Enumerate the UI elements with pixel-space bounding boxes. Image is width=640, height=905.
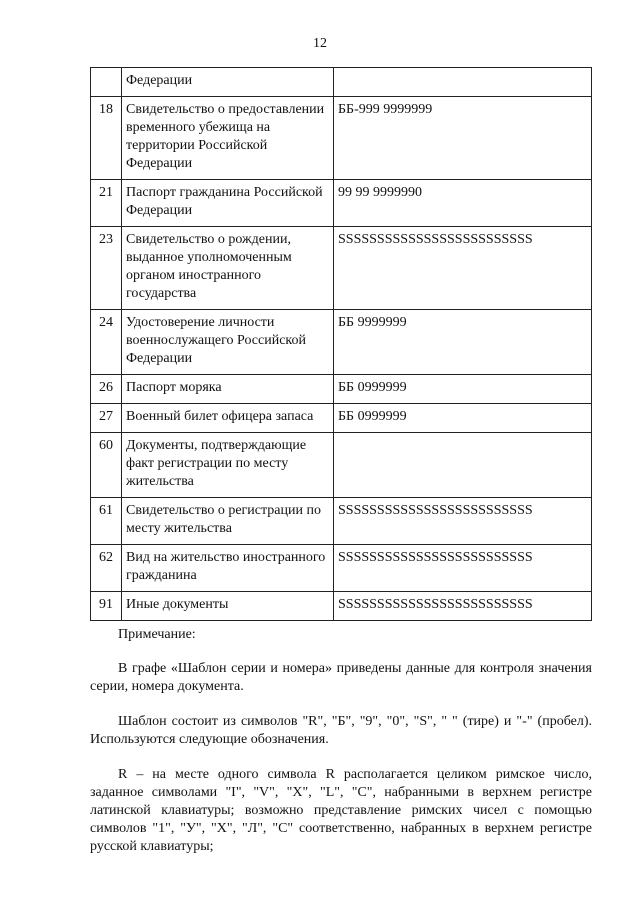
notes-title: Примечание:: [118, 627, 196, 642]
table-row: [91, 404, 592, 433]
table-row: [91, 433, 592, 498]
table-body: [91, 68, 592, 621]
table-row: [91, 375, 592, 404]
document-name-cell: Документы, подтверждающие факт регистрации по месту жительства: [122, 433, 334, 498]
page-number: 12: [313, 36, 327, 51]
document-types-table: [90, 67, 592, 621]
table-row: [91, 498, 592, 545]
table-row: [91, 180, 592, 227]
document-name-cell: Свидетельство о рождении, выданное уполномоченным органом иностранного государства: [122, 227, 334, 310]
document-name-cell: Свидетельство о регистрации по месту жительства: [122, 498, 334, 545]
table-row: [91, 68, 592, 97]
code-cell: 61: [91, 498, 122, 545]
document-name-cell: Свидетельство о предоставлении временного убежища на территории Российской Федерации: [122, 97, 334, 180]
document-name-cell: Вид на жительство иностранного гражданина: [122, 545, 334, 592]
table-row: [91, 545, 592, 592]
document-name-cell: Федерации: [122, 68, 334, 97]
notes-paragraph-3: R – на месте одного символа R располагается целиком римское число, заданное символами "I", "V", "X", "L", "C", набранными в верхнем регистре латинской клавиатуры; возможно представление римских чисел с помощью символов "1", "У", "Х", "Л", "С" соответственно, набранных в верхнем регистре русской клавиатуры;: [90, 767, 592, 854]
template-cell: ББ 0999999: [334, 375, 592, 404]
code-cell: [91, 68, 122, 97]
template-cell: SSSSSSSSSSSSSSSSSSSSSSSSS: [334, 592, 592, 621]
code-cell: 91: [91, 592, 122, 621]
template-cell: SSSSSSSSSSSSSSSSSSSSSSSSS: [334, 545, 592, 592]
table-row: [91, 227, 592, 310]
notes-paragraph-1: В графе «Шаблон серии и номера» приведены данные для контроля значения серии, номера документа.: [90, 661, 592, 694]
document-name-cell: Паспорт гражданина Российской Федерации: [122, 180, 334, 227]
table-row: [91, 97, 592, 180]
document-name-cell: Удостоверение личности военнослужащего Российской Федерации: [122, 310, 334, 375]
notes-paragraph-2: Шаблон состоит из символов "R", "Б", "9", "0", "S", " " (тире) и "-" (пробел). Используются следующие обозначения.: [90, 714, 592, 747]
code-cell: 18: [91, 97, 122, 180]
code-cell: 26: [91, 375, 122, 404]
code-cell: 24: [91, 310, 122, 375]
template-cell: 99 99 9999990: [334, 180, 592, 227]
template-cell: ББ-999 9999999: [334, 97, 592, 180]
notes-section: [90, 626, 592, 856]
document-name-cell: Паспорт моряка: [122, 375, 334, 404]
code-cell: 62: [91, 545, 122, 592]
document-name-cell: Иные документы: [122, 592, 334, 621]
template-cell: SSSSSSSSSSSSSSSSSSSSSSSSS: [334, 227, 592, 310]
template-cell: [334, 433, 592, 498]
template-cell: ББ 0999999: [334, 404, 592, 433]
template-cell: [334, 68, 592, 97]
document-name-cell: Военный билет офицера запаса: [122, 404, 334, 433]
table-row: [91, 592, 592, 621]
code-cell: 23: [91, 227, 122, 310]
template-cell: SSSSSSSSSSSSSSSSSSSSSSSSS: [334, 498, 592, 545]
code-cell: 27: [91, 404, 122, 433]
template-cell: ББ 9999999: [334, 310, 592, 375]
code-cell: 60: [91, 433, 122, 498]
table-row: [91, 310, 592, 375]
code-cell: 21: [91, 180, 122, 227]
